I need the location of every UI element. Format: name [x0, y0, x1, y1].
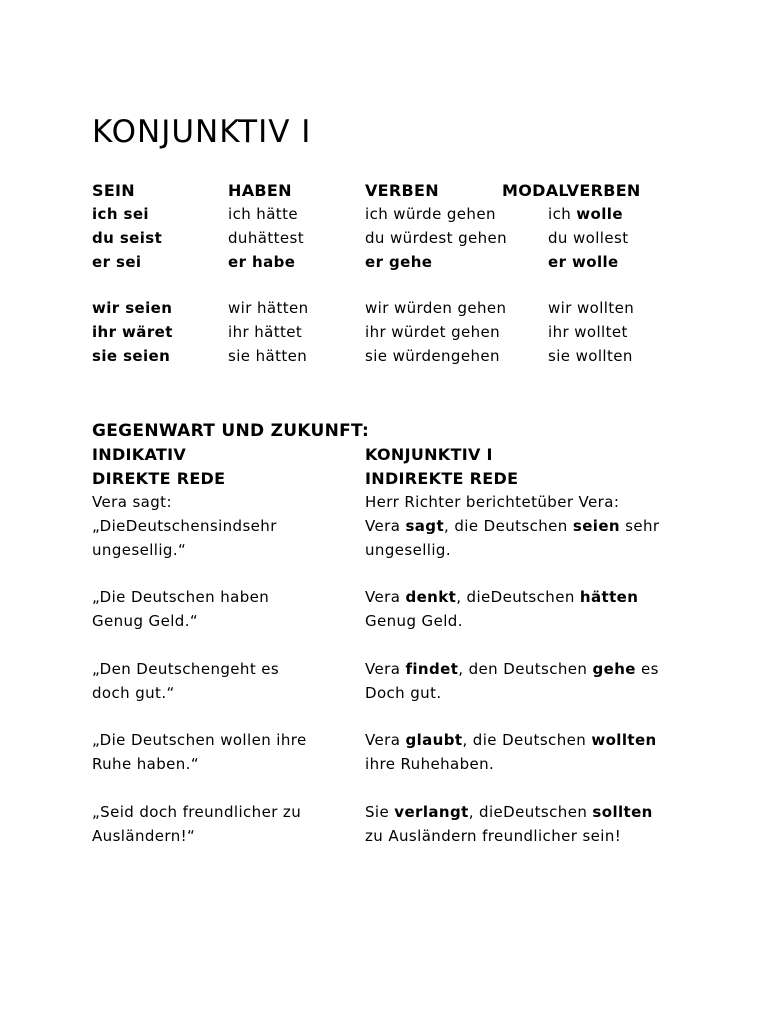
direct-speech-line: „Die Deutschen wollen ihre [92, 731, 307, 749]
direct-speech-line: Ausländern!“ [92, 827, 196, 845]
speech-text: Herr Richter berichtetüber Vera: [365, 493, 620, 511]
speech-text: ungesellig. [365, 541, 451, 559]
speech-text: Vera [365, 731, 406, 749]
modal-cell [548, 347, 633, 365]
speech-text: , den Deutschen [458, 660, 593, 678]
verb-highlight: sollten [592, 803, 653, 821]
haben-cell: ich hätte [228, 205, 298, 223]
haben-cell: sie hätten [228, 347, 308, 365]
haben-cell: wir hätten [228, 299, 309, 317]
speech-text: Vera [365, 588, 406, 606]
header-modalverben: MODALVERBEN [502, 181, 641, 200]
indirect-speech-line [365, 612, 463, 630]
left-heading-indikativ: INDIKATIV [92, 445, 187, 464]
modal-cell [548, 299, 634, 317]
direct-speech-line: Ruhe haben.“ [92, 755, 200, 773]
modal-cell-text: ich [548, 205, 577, 223]
section-heading: GEGENWART UND ZUKUNFT: [92, 421, 370, 441]
modal-cell-bold-text: wolle [576, 205, 623, 223]
verben-cell: du würdest gehen [365, 229, 508, 247]
speech-text: Sie [365, 803, 395, 821]
indirect-speech-line [365, 827, 621, 845]
verb-highlight: findet [405, 660, 459, 678]
modal-cell [548, 229, 629, 247]
sein-cell: ihr wäret [92, 323, 173, 341]
modal-cell-text: du wollest [548, 229, 629, 247]
indirect-speech-line [365, 755, 494, 773]
sein-cell: er sei [92, 253, 142, 271]
indirect-speech-line [365, 731, 657, 749]
verb-highlight: seien [572, 517, 620, 535]
indirect-speech-line [365, 684, 442, 702]
right-heading-konjunktiv: KONJUNKTIV I [365, 445, 493, 464]
speech-text: Vera [365, 517, 406, 535]
haben-cell: er habe [228, 253, 296, 271]
header-verben: VERBEN [365, 181, 439, 200]
page-title: KONJUNKTIV I [92, 114, 312, 150]
modal-cell-text: wir wollten [548, 299, 635, 317]
indirect-speech-line [365, 541, 451, 559]
modal-cell [548, 323, 628, 341]
verben-cell: er gehe [365, 253, 433, 271]
speech-text: Doch gut. [365, 684, 442, 702]
speech-text: Genug Geld. [365, 612, 463, 630]
direct-speech-line: Vera sagt: [92, 493, 172, 511]
verben-cell: sie würdengehen [365, 347, 500, 365]
direct-speech-line: ungesellig.“ [92, 541, 187, 559]
speech-text: sehr [620, 517, 660, 535]
verben-cell: ich würde gehen [365, 205, 496, 223]
direct-speech-line: „Seid doch freundlicher zu [92, 803, 302, 821]
verb-highlight: glaubt [405, 731, 463, 749]
sein-cell: sie seien [92, 347, 171, 365]
sein-cell: du seist [92, 229, 163, 247]
header-haben: HABEN [228, 181, 292, 200]
indirect-speech-line [365, 803, 653, 821]
direct-speech-line: „Die Deutschen haben [92, 588, 270, 606]
speech-text: es [635, 660, 659, 678]
indirect-speech-line [365, 588, 638, 606]
verb-highlight: verlangt [394, 803, 469, 821]
verb-highlight: wollten [591, 731, 657, 749]
speech-text: Vera [365, 660, 406, 678]
indirect-speech-line [365, 660, 659, 678]
direct-speech-line: Genug Geld.“ [92, 612, 199, 630]
speech-text: ihre Ruhehaben. [365, 755, 495, 773]
verb-highlight: sagt [405, 517, 445, 535]
speech-text: , die Deutschen [462, 731, 592, 749]
direct-speech-line: „Den Deutschengeht es [92, 660, 280, 678]
verb-highlight: hätten [579, 588, 639, 606]
verb-highlight: gehe [592, 660, 636, 678]
speech-text: , die Deutschen [444, 517, 573, 535]
indirect-speech-line [365, 493, 619, 511]
modal-cell-text: sie wollten [548, 347, 633, 365]
direct-speech-line: „DieDeutschensindsehr [92, 517, 277, 535]
modal-cell [548, 205, 623, 223]
direct-speech-line: doch gut.“ [92, 684, 175, 702]
sein-cell: ich sei [92, 205, 149, 223]
modal-cell-text: ihr wolltet [548, 323, 628, 341]
right-heading-indirekte-rede: INDIREKTE REDE [365, 469, 519, 488]
speech-text: , dieDeutschen [468, 803, 593, 821]
speech-text: zu Ausländern freundlicher sein! [365, 827, 622, 845]
modal-cell-bold-text: er wolle [548, 253, 619, 271]
speech-text: , dieDeutschen [456, 588, 580, 606]
left-heading-direkte-rede: DIREKTE REDE [92, 469, 226, 488]
haben-cell: ihr hättet [228, 323, 303, 341]
haben-cell: duhättest [228, 229, 305, 247]
header-sein: SEIN [92, 181, 135, 200]
sein-cell: wir seien [92, 299, 173, 317]
verb-highlight: denkt [405, 588, 457, 606]
verben-cell: wir würden gehen [365, 299, 507, 317]
modal-cell [548, 253, 619, 271]
indirect-speech-line [365, 517, 660, 535]
verben-cell: ihr würdet gehen [365, 323, 501, 341]
